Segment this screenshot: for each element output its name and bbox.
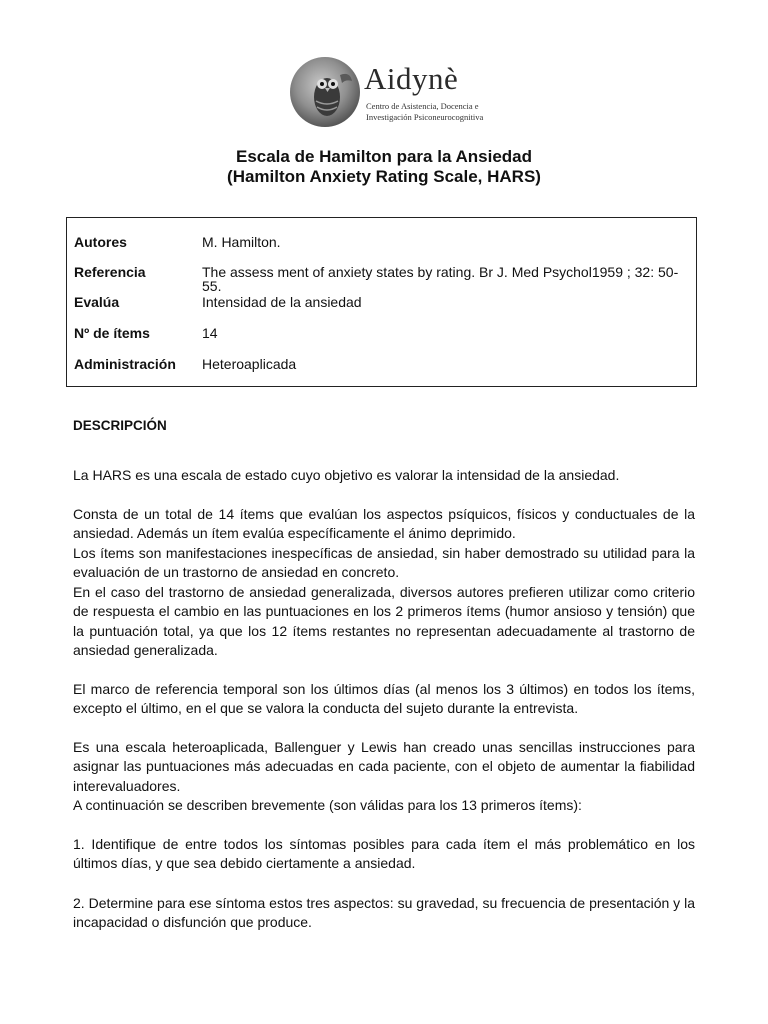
info-label: Administración — [74, 356, 176, 372]
owl-coin-icon — [290, 57, 360, 127]
info-value: M. Hamilton. — [202, 234, 281, 250]
paragraph: La HARS es una escala de estado cuyo objetivo es valorar la intensidad de la ansiedad. — [73, 467, 620, 483]
brand-tagline: Centro de Asistencia, Docencia e Investigación Psiconeurocognitiva — [366, 101, 484, 122]
info-value: 14 — [202, 325, 218, 341]
paragraph: Es una escala heteroaplicada, Ballenguer y Lewis han creado unas sencillas instrucciones para asignar las puntuaciones más adecuadas en cada paciente, con el objeto de aumentar la fiabilidad interevaluadores. — [73, 739, 695, 794]
brand-name: Aidynè — [364, 61, 459, 96]
paragraph: En el caso del trastorno de ansiedad generalizada, diversos autores prefieren utilizar como criterio de respuesta el cambio en las puntuaciones en los 2 primeros ítems (humor ansioso y tensión) que la puntuación total, ya que los 12 ítems restantes no representan adecuadamente al trastorno de ansiedad generalizada. — [73, 584, 695, 658]
info-value: The assess ment of anxiety states by rating. Br J. Med Psychol1959 ; 32: 50-55. — [202, 264, 679, 294]
title-line-1: Escala de Hamilton para la Ansiedad — [235, 147, 533, 166]
paragraph: Consta de un total de 14 ítems que evalúan los aspectos psíquicos, físicos y conductuales de la ansiedad. Además un ítem evalúa específicamente el ánimo deprimido. — [73, 506, 695, 542]
info-box — [66, 217, 697, 387]
section-heading: DESCRIPCIÓN — [73, 418, 167, 433]
info-label: Nº de ítems — [74, 325, 150, 341]
document-title — [0, 147, 768, 187]
info-value: Heteroaplicada — [202, 356, 297, 372]
list-item: 2. Determine para ese síntoma estos tres aspectos: su gravedad, su frecuencia de presentación y la incapacidad o disfunción que produce. — [73, 895, 695, 931]
list-item: 1. Identifique de entre todos los síntomas posibles para cada ítem el más problemático en los últimos días, y que sea debido ciertamente a ansiedad. — [73, 836, 695, 872]
title-line-2: (Hamilton Anxiety Rating Scale, HARS) — [227, 167, 541, 186]
logo — [290, 57, 490, 129]
info-label: Evalúa — [74, 294, 120, 310]
paragraph: Los ítems son manifestaciones inespecíficas de ansiedad, sin haber demostrado su utilidad para la evaluación de un trastorno de ansiedad en concreto. — [73, 545, 695, 581]
info-value: Intensidad de la ansiedad — [202, 294, 362, 310]
paragraph: A continuación se describen brevemente (son válidas para los 13 primeros ítems): — [73, 797, 582, 813]
info-label: Autores — [74, 234, 127, 250]
paragraph: El marco de referencia temporal son los últimos días (al menos los 3 últimos) en todos los ítems, excepto el último, en el que se valora la conducta del sujeto durante la entrevista. — [73, 681, 695, 717]
info-label: Referencia — [74, 264, 146, 280]
